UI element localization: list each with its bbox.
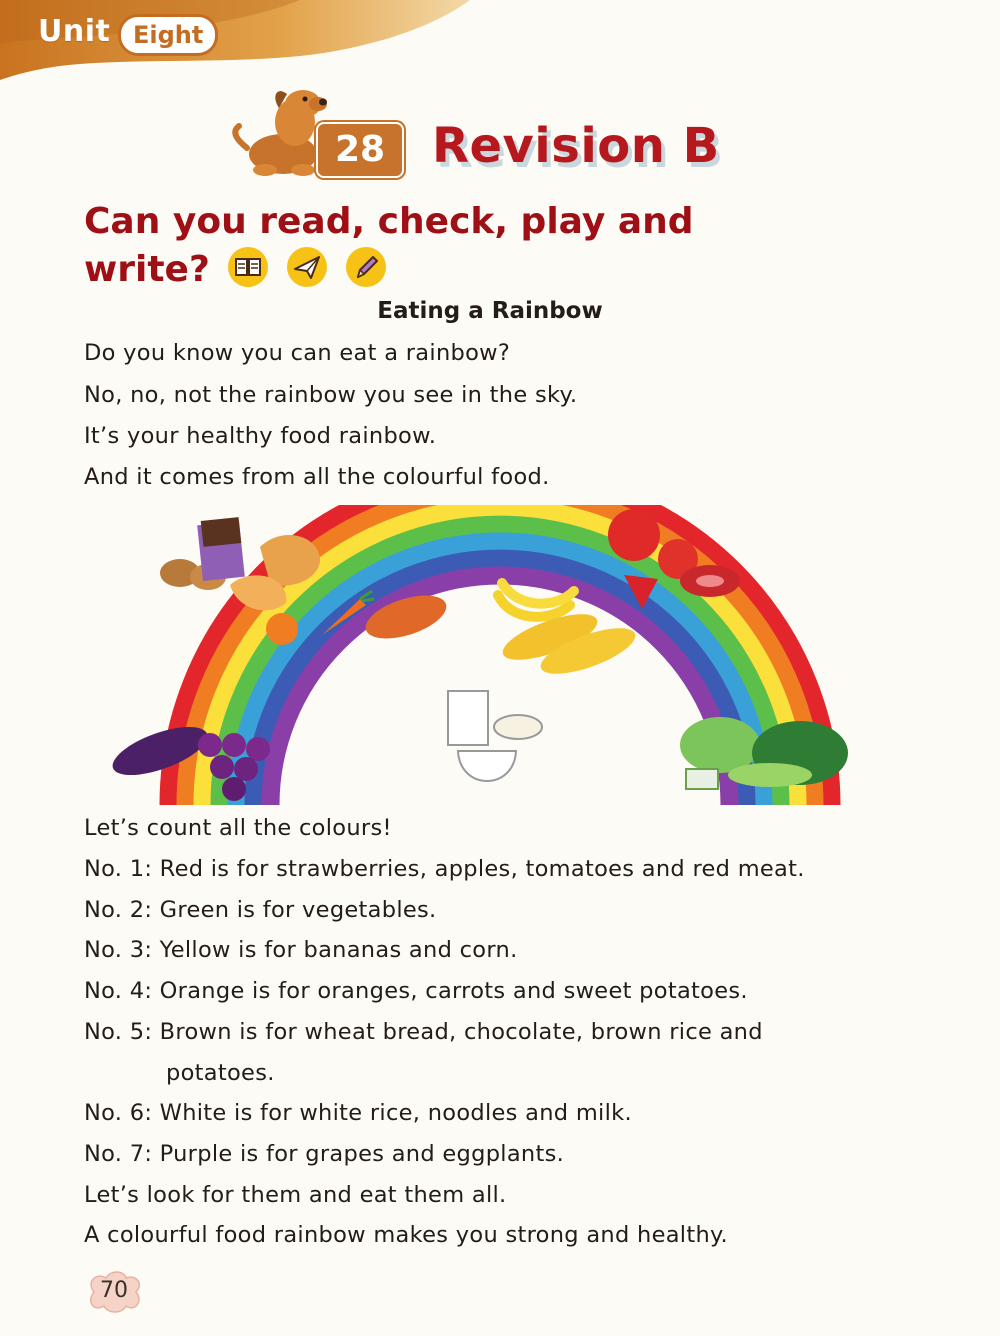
rice-bowl-icon <box>458 751 516 781</box>
instruction-line-1: Can you read, check, play and <box>84 201 694 242</box>
red-meat-icon <box>680 565 740 597</box>
lesson-title: Revision B <box>432 118 720 174</box>
colour-line: No. 4: Orange is for oranges, carrots and sweet potatoes. <box>84 978 748 1004</box>
orange-icon <box>266 613 298 645</box>
food-rainbow-illustration <box>110 505 890 815</box>
story-title-text: Eating a Rainbow <box>377 298 603 324</box>
story-title <box>0 298 980 324</box>
story-line: Let’s look for them and eat them all. <box>84 1182 507 1208</box>
colour-line: No. 6: White is for white rice, noodles and milk. <box>84 1100 632 1126</box>
story-line: No, no, not the rainbow you see in the sky. <box>84 382 578 408</box>
story-line: And it comes from all the colourful food. <box>84 464 550 490</box>
book-icon <box>228 247 268 287</box>
story-line: Do you know you can eat a rainbow? <box>84 340 511 366</box>
instruction-heading <box>84 198 724 294</box>
instruction-line-2-row <box>84 246 724 294</box>
unit-label: Unit <box>38 14 111 49</box>
colour-line: No. 1: Red is for strawberries, apples, tomatoes and red meat. <box>84 856 805 882</box>
instruction-line-2: write? <box>84 249 210 290</box>
story-line: Let’s count all the colours! <box>84 815 392 841</box>
lesson-number: 28 <box>316 122 404 178</box>
story-line: It’s your healthy food rainbow. <box>84 423 437 449</box>
chocolate-icon <box>197 517 245 581</box>
pencil-icon <box>346 247 386 287</box>
colour-line: No. 5: Brown is for wheat bread, chocolate, brown rice and <box>84 1019 763 1045</box>
story-line: A colourful food rainbow makes you strong and healthy. <box>84 1222 728 1248</box>
apple-icon <box>608 509 660 561</box>
page-number: 70 <box>100 1278 128 1303</box>
colour-line: No. 7: Purple is for grapes and eggplants. <box>84 1141 565 1167</box>
paper-plane-icon <box>287 247 327 287</box>
colour-line: No. 3: Yellow is for bananas and corn. <box>84 937 518 963</box>
noodles-bowl-icon <box>494 715 542 739</box>
colour-line: No. 2: Green is for vegetables. <box>84 897 437 923</box>
unit-number-badge: Eight <box>118 14 218 56</box>
colour-line-continued: potatoes. <box>166 1060 275 1086</box>
milk-glass-icon <box>448 691 488 745</box>
